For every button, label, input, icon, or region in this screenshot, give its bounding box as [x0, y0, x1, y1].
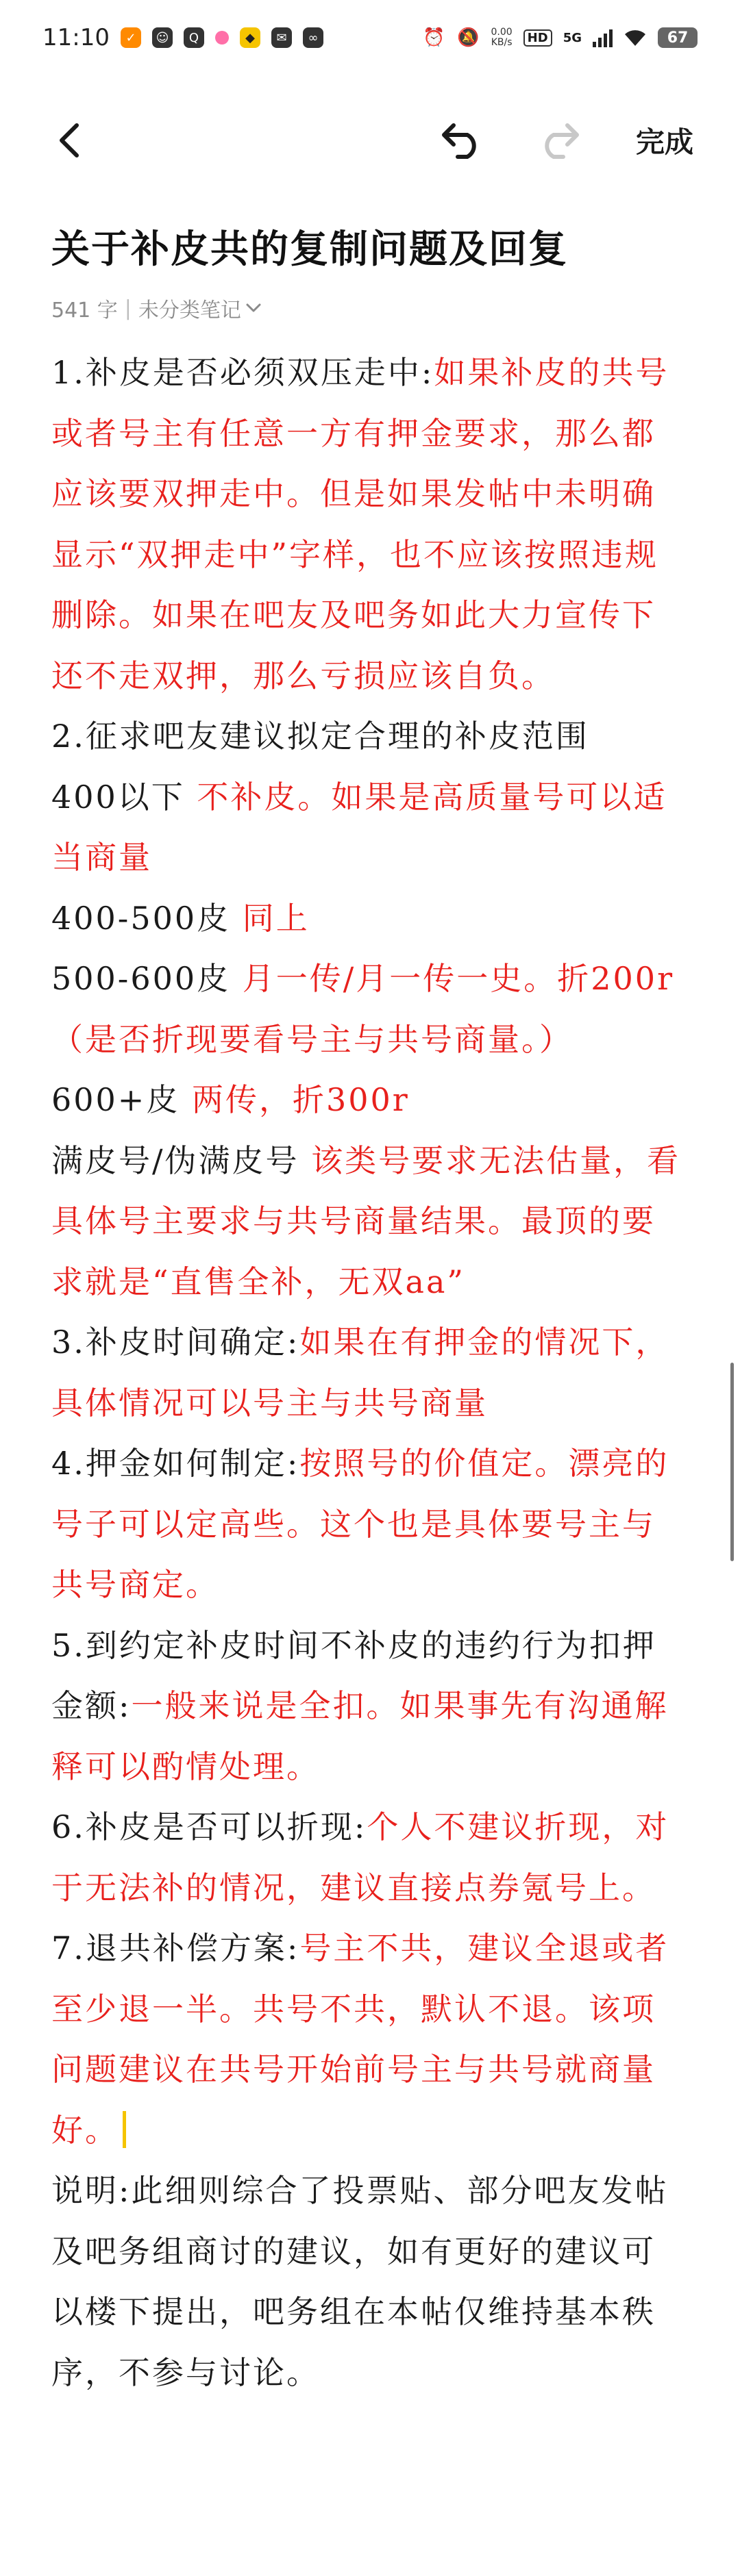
net-speed-value: 0.00: [491, 27, 513, 38]
note-body-editor[interactable]: [51, 342, 689, 2403]
paragraph-prefix: 满皮号/伪满皮号: [51, 1141, 312, 1179]
text-cursor: [123, 2111, 126, 2148]
paragraph: [51, 1433, 689, 1615]
status-left: [42, 24, 323, 51]
paragraph-prefix: 400-500皮: [51, 899, 243, 937]
editor-toolbar: [0, 103, 740, 178]
paragraph-answer: 如果在有押金的情况下，具体情况可以号主与共号商量: [51, 1324, 669, 1422]
paragraph-answer: 按照号的价值定。漂亮的号子可以定高些。这个也是具体要号主与共号商定。: [51, 1445, 669, 1603]
app-notification-icon: ◆: [240, 27, 260, 48]
paragraph-answer: 两传，折300r: [191, 1081, 410, 1118]
chevron-down-icon: [245, 303, 262, 314]
note-meta: [51, 293, 262, 323]
back-button[interactable]: [41, 103, 96, 178]
alarm-icon: ⏰: [423, 27, 445, 48]
paragraph: [51, 888, 689, 949]
paragraph-answer: 不补皮。如果是高质量号可以适当商量: [51, 778, 667, 876]
network-label: 5G: [563, 30, 582, 45]
paragraph-prefix: 4.押金如何制定:: [51, 1445, 300, 1482]
paragraph-prefix: 600+皮: [51, 1081, 192, 1118]
app-notification-icon: Q: [184, 27, 204, 48]
net-speed-unit: KB/s: [491, 37, 513, 48]
paragraph-prefix: 5.到约定补皮时间不补皮的违约行为扣押金额:: [51, 1626, 656, 1724]
scrollbar-thumb[interactable]: [730, 1363, 734, 1561]
paragraph: [51, 1312, 689, 1433]
hd-badge: HD: [523, 29, 552, 47]
paragraph-answer: 一般来说是全扣。如果事先有沟通解释可以酌情处理。: [51, 1687, 669, 1785]
paragraph: [51, 1918, 689, 2160]
battery-icon: 67: [658, 27, 698, 48]
paragraph-prefix: 6.补皮是否可以折现:: [51, 1808, 367, 1845]
paragraph: [51, 1070, 689, 1131]
meta-separator: |: [124, 296, 132, 320]
paragraph-answer: 同上: [242, 899, 310, 937]
app-notification-icon: [215, 31, 229, 45]
status-right: [423, 26, 698, 49]
status-bar: [0, 0, 740, 75]
back-arrow-icon: [55, 121, 82, 160]
net-speed: [491, 27, 513, 48]
paragraph: [51, 948, 689, 1070]
paragraph: [51, 2160, 689, 2403]
word-count: 541 字: [51, 299, 118, 323]
status-time: 11:10: [42, 24, 110, 51]
paragraph: [51, 1131, 689, 1313]
note-title[interactable]: 关于补皮共的复制问题及回复: [51, 227, 568, 272]
paragraph-answer: 号主不共，建议全退或者至少退一半。共号不共，默认不退。该项问题建议在共号开始前号主与共号就商量好。: [51, 1930, 669, 2149]
redo-icon: [536, 121, 581, 160]
paragraph-answer: 月一传/月一传一史。折200r（是否折现要看号主与共号商量。）: [51, 960, 675, 1058]
undo-button[interactable]: [432, 103, 493, 178]
paragraph-prefix: 400以下: [51, 778, 197, 816]
message-icon: ✉: [271, 27, 292, 48]
folder-selector[interactable]: [138, 293, 262, 323]
paragraph-answer: 如果补皮的共号或者号主有任意一方有押金要求，那么都应该要双押走中。但是如果发帖中未明确显示“双押走中”字样，也不应该按照违规删除。如果在吧友及吧务如此大力宣传下还不走双押，那么亏损应该自负。: [51, 354, 669, 694]
redo-button[interactable]: [528, 103, 589, 178]
undo-icon: [440, 121, 485, 160]
paragraph-answer: 该类号要求无法估量，看具体号主要求与共号商量结果。最顶的要求就是“直售全补，无双aa”: [51, 1141, 681, 1300]
link-icon: ∞: [303, 27, 323, 48]
paragraph-prefix: 3.补皮时间确定:: [51, 1324, 300, 1361]
paragraph-prefix: 2.征求吧友建议拟定合理的补皮范围: [51, 718, 589, 755]
paragraph-prefix: 7.退共补偿方案:: [51, 1930, 300, 1967]
paragraph-prefix: 1.补皮是否必须双压走中:: [51, 354, 434, 391]
paragraph-answer: 个人不建议折现，对于无法补的情况，建议直接点券氪号上。: [51, 1808, 669, 1906]
app-notification-icon: ☺: [152, 27, 173, 48]
paragraph: [51, 1797, 689, 1918]
paragraph: [51, 706, 689, 767]
paragraph-prefix: 500-600皮: [51, 960, 243, 997]
mute-icon: 🔕: [457, 27, 480, 48]
paragraph: [51, 767, 689, 888]
paragraph-prefix: 说明:此细则综合了投票贴、部分吧友发帖及吧务组商讨的建议，如有更好的建议可以楼下提出，吧务组在本帖仅维持基本秩序，不参与讨论。: [51, 2172, 669, 2391]
folder-label: 未分类笔记: [138, 299, 241, 323]
app-notification-icon: ✓: [121, 27, 141, 48]
paragraph: [51, 1615, 689, 1797]
signal-icon: [593, 28, 613, 47]
wifi-icon: [624, 26, 647, 49]
done-button[interactable]: 完成: [635, 125, 693, 159]
paragraph: [51, 342, 689, 706]
